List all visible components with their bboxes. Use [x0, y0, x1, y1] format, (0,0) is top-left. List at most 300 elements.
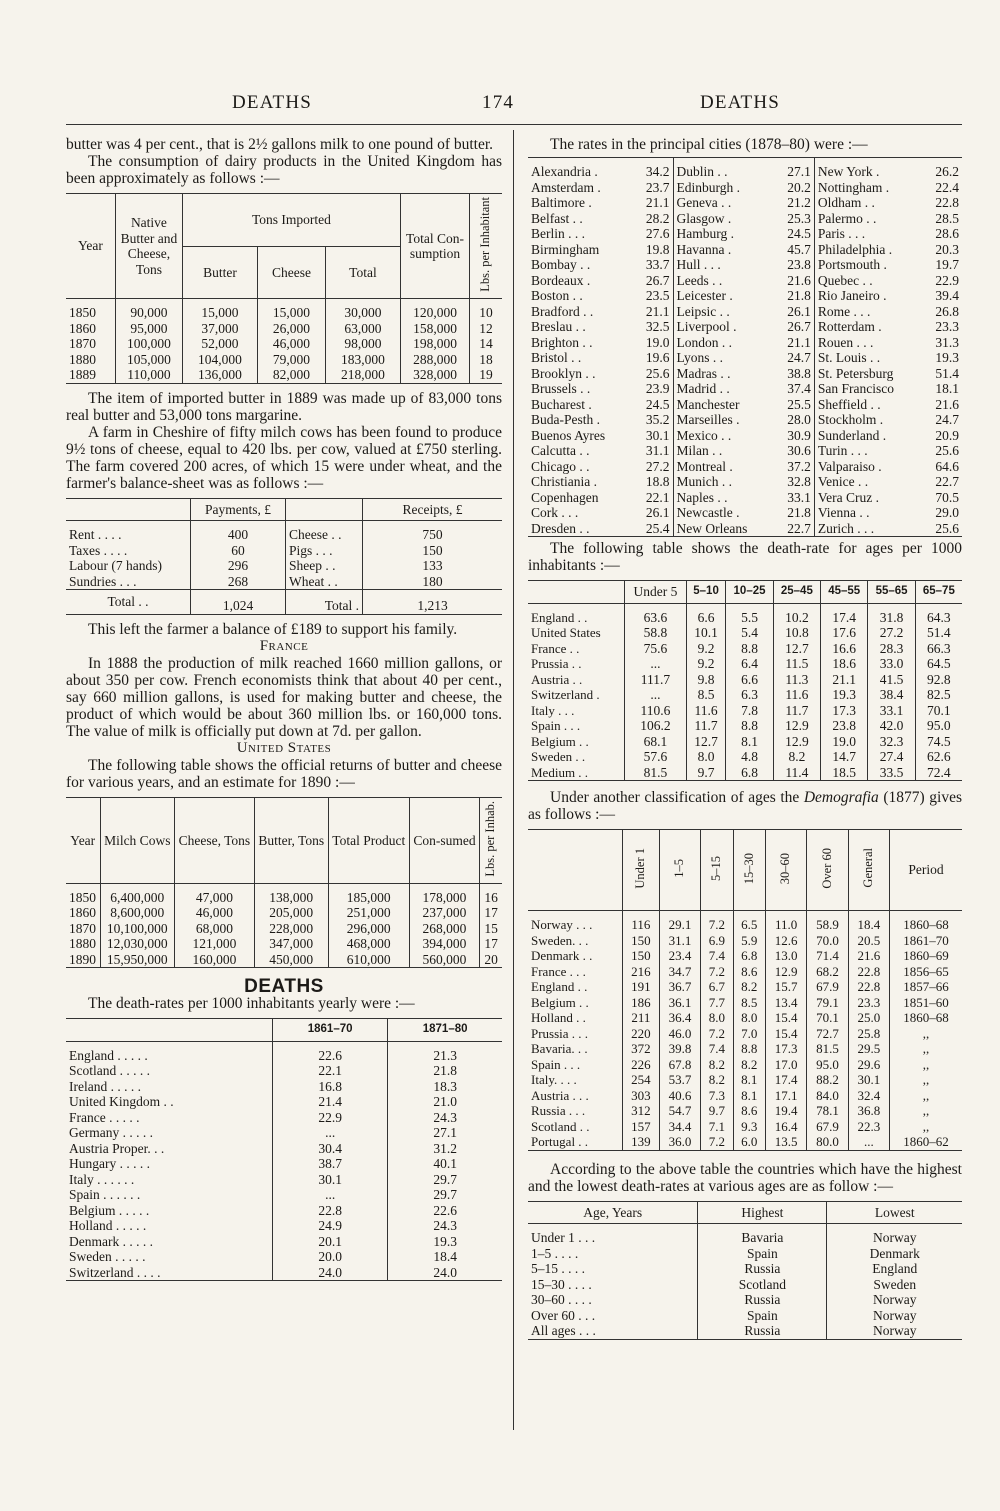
table-cell: 30.4: [273, 1141, 388, 1157]
table-cell: 100,000: [115, 336, 182, 352]
table-cell: 34.4: [659, 1119, 700, 1135]
table-cell: 9.2: [686, 641, 726, 657]
city-name: Hamburg .: [673, 226, 775, 242]
city-rate: 29.0: [935, 505, 959, 520]
col-header-butter: Butter: [182, 246, 257, 299]
table-cell: 22.6: [388, 1203, 502, 1219]
balance-sheet-table: [66, 498, 502, 615]
table-cell: 20.0: [273, 1249, 388, 1265]
city-name: Calcutta . .: [531, 443, 590, 458]
city-rate: 26.7: [787, 319, 811, 334]
table-cell: 17.3: [765, 1041, 806, 1057]
table-cell: 8.2: [733, 979, 765, 995]
table-cell: 31.2: [388, 1141, 502, 1157]
col-header-age: 45–55: [821, 581, 868, 604]
table-row: [66, 1218, 502, 1234]
table-cell: 66.3: [915, 641, 962, 657]
table-cell: 8.0: [686, 749, 726, 765]
table-cell: 34.7: [659, 964, 700, 980]
table-row: [528, 911, 962, 933]
table-cell: 17.1: [765, 1088, 806, 1104]
table-cell: 25.8: [848, 1026, 889, 1042]
table-row: [528, 428, 962, 444]
table-cell: 68.1: [625, 734, 687, 750]
table-cell: 1856–65: [890, 964, 962, 980]
table-cell: 12,030,000: [100, 936, 175, 952]
table-cell: 90,000: [115, 299, 182, 321]
table-cell: 20.5: [848, 933, 889, 949]
table-cell: 75.6: [625, 641, 687, 657]
city-name: London . .: [673, 335, 775, 351]
table-cell: Medium . .: [531, 764, 589, 780]
table-cell: 105,000: [115, 352, 182, 368]
city-name: Paris . . .: [814, 226, 923, 242]
city-rate: 27.6: [645, 226, 670, 241]
table-row: [528, 1134, 962, 1150]
city-name: Sunderland .: [814, 428, 923, 444]
highest-lowest-table: [528, 1201, 962, 1340]
city-rate: 20.9: [935, 427, 959, 443]
city-name: Leicester .: [673, 288, 775, 304]
city-name: Turin . . .: [814, 443, 923, 459]
table-cell: 17.0: [765, 1057, 806, 1073]
table-cell: 57.6: [625, 749, 687, 765]
table-cell: 18.4: [388, 1249, 502, 1265]
table-cell: 450,000: [254, 952, 328, 968]
table-cell: 6.0: [733, 1134, 765, 1150]
table-row: [528, 672, 962, 688]
table-cell: 104,000: [182, 352, 257, 368]
table-cell: ,,: [890, 1088, 962, 1104]
age-death-rate-table: [528, 580, 962, 781]
running-head-right: DEATHS: [700, 92, 781, 113]
table-cell: 1861–70: [890, 933, 962, 949]
table-row: [528, 242, 962, 258]
left-column: [66, 136, 502, 1281]
table-cell: 150: [623, 948, 660, 964]
table-cell: 95,000: [115, 321, 182, 337]
table-cell: 7.8: [726, 703, 773, 719]
paragraph: Under another classification of ages the Demografia (1877) gives as follows :—: [528, 789, 962, 823]
table-cell: Norway: [827, 1224, 962, 1246]
us-dairy-table: [66, 797, 502, 969]
city-name: Munich . .: [673, 474, 775, 490]
table-row: [528, 933, 962, 949]
table-cell: 60: [191, 543, 286, 559]
table-cell: 98,000: [325, 336, 400, 352]
table-cell: 6,400,000: [100, 883, 175, 905]
city-rate: 26.1: [645, 505, 670, 520]
row-label: Under 1 . . .: [531, 1230, 596, 1245]
city-name: Madras . .: [673, 366, 775, 382]
table-cell: Belgium . .: [531, 733, 589, 749]
city-rate: 19.3: [935, 350, 959, 365]
city-rate: 30.6: [787, 443, 811, 458]
table-cell: 81.5: [625, 765, 687, 781]
city-name: Leipsic . .: [673, 304, 775, 320]
city-rate: 24.5: [645, 396, 670, 412]
table-cell: 80.0: [807, 1134, 848, 1150]
table-cell: 17: [480, 936, 502, 952]
table-row: [528, 995, 962, 1011]
city-rate: 32.5: [645, 319, 670, 334]
table-cell: 11.6: [773, 687, 820, 703]
table-row: [66, 558, 502, 574]
city-name: Marseilles .: [673, 412, 775, 428]
row-label: Hungary . . . . .: [69, 1156, 150, 1172]
table-cell: 7.2: [701, 964, 733, 980]
city-rate: 23.7: [645, 179, 670, 195]
city-rate: 21.1: [787, 334, 811, 350]
table-cell: 106.2: [625, 718, 687, 734]
table-cell: 51.4: [915, 625, 962, 641]
table-cell: England: [827, 1261, 962, 1277]
table-row: [66, 574, 502, 590]
table-row: [66, 1265, 502, 1281]
table-row: [66, 1172, 502, 1188]
row-label: Labour (7 hands): [69, 558, 162, 574]
table-cell: 17.4: [765, 1072, 806, 1088]
row-label: 1–5 . . . .: [531, 1245, 579, 1261]
table-cell: 29.1: [659, 911, 700, 933]
col-header-age: 1–5: [659, 830, 700, 911]
table-row: [528, 211, 962, 227]
table-cell: Spain . . .: [531, 718, 581, 733]
table-cell: 121,000: [175, 936, 255, 952]
table-cell: Russia: [698, 1323, 827, 1339]
table-cell: 6.7: [701, 979, 733, 995]
city-rate: 39.4: [935, 288, 959, 303]
table-cell: 71.4: [807, 948, 848, 964]
table-cell: 67.9: [807, 979, 848, 995]
table-cell: 4.8: [726, 749, 773, 765]
table-cell: 1880: [69, 351, 96, 367]
table-cell: Italy . . .: [531, 702, 575, 718]
table-cell: 12: [470, 321, 503, 337]
table-row: [66, 336, 502, 352]
col-header-native: Native Butter and Cheese, Tons: [115, 194, 182, 299]
city-name: Liverpool .: [673, 319, 775, 335]
table-cell: 211: [623, 1010, 660, 1026]
table-cell: 7.4: [701, 1041, 733, 1057]
table-cell: 111.7: [625, 672, 687, 688]
table-cell: 20.1: [273, 1234, 388, 1250]
right-column: [528, 136, 962, 1340]
table-cell: 1860–68: [890, 1010, 962, 1026]
table-cell: 1850: [69, 889, 96, 905]
table-row: [66, 952, 502, 968]
city-name: Manchester: [673, 397, 775, 413]
table-row: [66, 1063, 502, 1079]
table-row: [528, 749, 962, 765]
table-cell: 22.3: [848, 1119, 889, 1135]
table-row: [66, 543, 502, 559]
paragraph: A farm in Cheshire of fifty milch cows has been found to produce 9½ tons of cheese, equal to 420 lbs. per cow, valued at £750 sterling. The farm covered 200 acres, of which 15 were under wheat, and the farmer's balance-sheet was as follows :—: [66, 423, 502, 492]
city-rate: 37.4: [787, 381, 811, 396]
table-cell: 17.4: [821, 603, 868, 625]
table-cell: 9.2: [686, 656, 726, 672]
city-name: Oldham . .: [814, 195, 923, 211]
table-cell: 63,000: [325, 321, 400, 337]
table-cell: 29.5: [848, 1041, 889, 1057]
table-cell: 1889: [69, 367, 96, 383]
table-cell: Switzerland .: [531, 687, 600, 702]
city-name: Buenos Ayres: [531, 427, 606, 443]
city-name: Madrid . .: [673, 381, 775, 397]
table-cell: Austria . . .: [531, 1087, 589, 1103]
city-rate: 25.6: [645, 365, 670, 381]
table-cell: 8,600,000: [100, 905, 175, 921]
total-label: Total . .: [107, 594, 149, 610]
table-cell: 46,000: [175, 905, 255, 921]
table-cell: 1860–62: [890, 1134, 962, 1150]
table-cell: 138,000: [254, 883, 328, 905]
table-row: [528, 641, 962, 657]
table-cell: 328,000: [401, 367, 470, 383]
table-row: [528, 397, 962, 413]
table-cell: 183,000: [325, 352, 400, 368]
city-name: Glasgow .: [673, 211, 775, 227]
col-header-consumed: Con-sumed: [409, 797, 479, 883]
col-header-age: General: [848, 830, 889, 911]
table-cell: 82.5: [915, 687, 962, 703]
table-row: [528, 1292, 962, 1308]
table-cell: 36.8: [848, 1103, 889, 1119]
table-cell: 1880: [69, 936, 96, 952]
table-cell: 12.9: [765, 964, 806, 980]
col-header-age: 30–60: [765, 830, 806, 911]
city-rate: 22.9: [935, 272, 959, 288]
city-name: Brussels . .: [531, 381, 591, 396]
row-label: Sheep . .: [286, 558, 363, 574]
table-cell: 11.4: [773, 765, 820, 781]
table-cell: 25.0: [848, 1010, 889, 1026]
city-name: Bradford . .: [531, 303, 594, 319]
table-row: [66, 521, 502, 543]
table-cell: 1890: [69, 951, 96, 967]
table-row: [528, 1026, 962, 1042]
table-row: [66, 1156, 502, 1172]
city-rate: 26.2: [935, 164, 959, 179]
table-cell: 110,000: [115, 367, 182, 383]
table-row: [66, 1187, 502, 1203]
table-cell: 8.6: [733, 964, 765, 980]
table-cell: 11.7: [773, 703, 820, 719]
city-rate: 20.3: [935, 241, 959, 257]
table-cell: 18.3: [388, 1079, 502, 1095]
table-cell: 8.5: [733, 995, 765, 1011]
table-cell: 54.7: [659, 1103, 700, 1119]
city-rate: 64.6: [935, 458, 959, 474]
col-header-consumption: Total Con-sumption: [401, 194, 470, 299]
table-cell: 372: [623, 1041, 660, 1057]
city-rate: 51.4: [935, 365, 959, 381]
table-row: [66, 1110, 502, 1126]
city-name: Bristol . .: [531, 350, 582, 365]
col-header-age: Under 5: [625, 581, 687, 604]
table-cell: 7.2: [701, 1134, 733, 1150]
city-name: Leeds . .: [673, 273, 775, 289]
table-cell: 24.3: [388, 1218, 502, 1234]
city-name: Newcastle .: [673, 505, 775, 521]
col-header-payments: Payments, £: [191, 498, 286, 521]
table-cell: Russia: [698, 1292, 827, 1308]
table-cell: 19.3: [821, 687, 868, 703]
city-rate: 21.6: [935, 396, 959, 412]
city-rate: 34.2: [645, 164, 670, 179]
city-rate: 25.5: [787, 396, 811, 412]
table-cell: 268: [191, 574, 286, 590]
table-cell: 10.8: [773, 625, 820, 641]
table-cell: 47,000: [175, 883, 255, 905]
city-rate: 33.7: [645, 257, 670, 272]
city-rate: 22.1: [645, 489, 670, 505]
table-cell: 63.6: [625, 603, 687, 625]
city-rate: 25.6: [935, 443, 959, 458]
table-row: [528, 1010, 962, 1026]
table-cell: 7.4: [701, 948, 733, 964]
table-row: [66, 1041, 502, 1063]
city-rate: 28.6: [935, 226, 959, 241]
table-cell: 13.0: [765, 948, 806, 964]
table-cell: 67.8: [659, 1057, 700, 1073]
city-name: Nottingham .: [814, 180, 923, 196]
col-header-total: Total: [325, 246, 400, 299]
city-rate: 28.5: [935, 210, 959, 226]
row-label: France . . . . .: [69, 1109, 140, 1125]
table-cell: 5.4: [726, 625, 773, 641]
table-cell: 8.1: [726, 734, 773, 750]
city-name: Chicago . .: [531, 458, 590, 474]
table-row: [528, 288, 962, 304]
city-name: Hull . . .: [673, 257, 775, 273]
table-cell: 58.9: [807, 911, 848, 933]
table-cell: 12.7: [686, 734, 726, 750]
table-cell: 6.8: [733, 948, 765, 964]
paragraph: butter was 4 per cent., that is 2½ gallons milk to one pound of butter.: [66, 136, 494, 153]
table-cell: 191: [623, 979, 660, 995]
row-label: Holland . . . . .: [69, 1218, 147, 1234]
city-name: Havanna .: [673, 242, 775, 258]
col-header-period: 1871–80: [388, 1019, 502, 1042]
table-cell: 560,000: [409, 952, 479, 968]
city-name: Belfast . .: [531, 210, 583, 226]
table-cell: 303: [623, 1088, 660, 1104]
table-cell: 347,000: [254, 936, 328, 952]
table-row: [528, 1224, 962, 1246]
table-cell: 8.8: [733, 1041, 765, 1057]
table-row: [528, 964, 962, 980]
table-cell: France . .: [531, 640, 580, 656]
table-cell: 17.6: [821, 625, 868, 641]
row-label: Sweden . . . . .: [69, 1249, 146, 1265]
table-cell: Russia . . .: [531, 1103, 586, 1118]
table-cell: 7.0: [733, 1026, 765, 1042]
city-name: Dublin . .: [673, 158, 775, 180]
table-row: [528, 718, 962, 734]
table-cell: 12.9: [773, 718, 820, 734]
table-row: [66, 1094, 502, 1110]
city-rate: 22.7: [787, 520, 811, 536]
table-row: [528, 505, 962, 521]
city-rate: 23.5: [645, 288, 670, 303]
table-cell: 29.6: [848, 1057, 889, 1073]
city-name: Portsmouth .: [814, 257, 923, 273]
table-cell: 1850: [69, 305, 96, 321]
table-cell: 8.6: [733, 1103, 765, 1119]
col-header-year: Year: [66, 194, 115, 299]
city-name: Birmingham: [531, 241, 600, 257]
city-rate: 28.0: [787, 412, 811, 427]
city-rate: 32.8: [787, 474, 811, 489]
table-cell: 12.6: [765, 933, 806, 949]
table-row: [528, 304, 962, 320]
table-cell: 254: [623, 1072, 660, 1088]
table-cell: 139: [623, 1134, 660, 1150]
table-cell: 7.2: [701, 1026, 733, 1042]
col-header-period: 1861–70: [273, 1019, 388, 1042]
city-rate: 24.5: [787, 226, 811, 241]
table-cell: 1860–68: [890, 911, 962, 933]
table-cell: 1860: [69, 905, 96, 921]
col-header-milch: Milch Cows: [100, 797, 175, 883]
city-name: Bucharest .: [531, 396, 592, 412]
col-header-age: Period: [890, 830, 962, 911]
table-cell: 31.8: [868, 603, 915, 625]
city-name: Geneva . .: [673, 195, 775, 211]
city-name: Stockholm .: [814, 412, 923, 428]
table-cell: 10: [470, 299, 503, 321]
table-cell: Prussia . .: [531, 656, 582, 671]
table-cell: 19: [470, 367, 503, 383]
table-row: [66, 1203, 502, 1219]
city-rate: 27.2: [645, 458, 670, 474]
table-cell: 11.5: [773, 656, 820, 672]
table-cell: 8.2: [773, 749, 820, 765]
table-cell: 120,000: [401, 299, 470, 321]
table-cell: 38.7: [273, 1156, 388, 1172]
row-label: Pigs . . .: [286, 543, 363, 559]
table-cell: England . .: [531, 979, 588, 994]
paragraph: The consumption of dairy products in the United Kingdom has been approximately as follows :—: [66, 153, 502, 187]
city-rate: 23.9: [645, 381, 670, 396]
table-cell: 8.0: [701, 1010, 733, 1026]
table-row: [528, 1277, 962, 1293]
table-cell: 36.0: [659, 1134, 700, 1150]
table-cell: Austria . .: [531, 671, 583, 687]
city-rate: 45.7: [787, 241, 811, 257]
table-cell: 18: [470, 352, 503, 368]
table-row: [66, 1234, 502, 1250]
paragraph: The item of imported butter in 1889 was made up of 83,000 tons real butter and 53,000 tons margarine.: [66, 389, 502, 424]
table-cell: 17.3: [821, 703, 868, 719]
row-label: Rent . . . .: [69, 527, 122, 543]
city-name: St. Louis . .: [814, 350, 923, 366]
section-heading: United States: [236, 739, 332, 756]
city-name: Quebec . .: [814, 273, 923, 289]
table-cell: Scotland: [698, 1277, 827, 1293]
table-cell: 296: [191, 558, 286, 574]
table-cell: 14: [470, 336, 503, 352]
table-cell: 1870: [69, 920, 96, 936]
city-rate: 31.1: [645, 443, 670, 458]
table-cell: 33.0: [868, 656, 915, 672]
table-row: [528, 490, 962, 506]
table-cell: 226: [623, 1057, 660, 1073]
table-cell: 68,000: [175, 921, 255, 937]
table-cell: 21.0: [388, 1094, 502, 1110]
table-cell: 84.0: [807, 1088, 848, 1104]
